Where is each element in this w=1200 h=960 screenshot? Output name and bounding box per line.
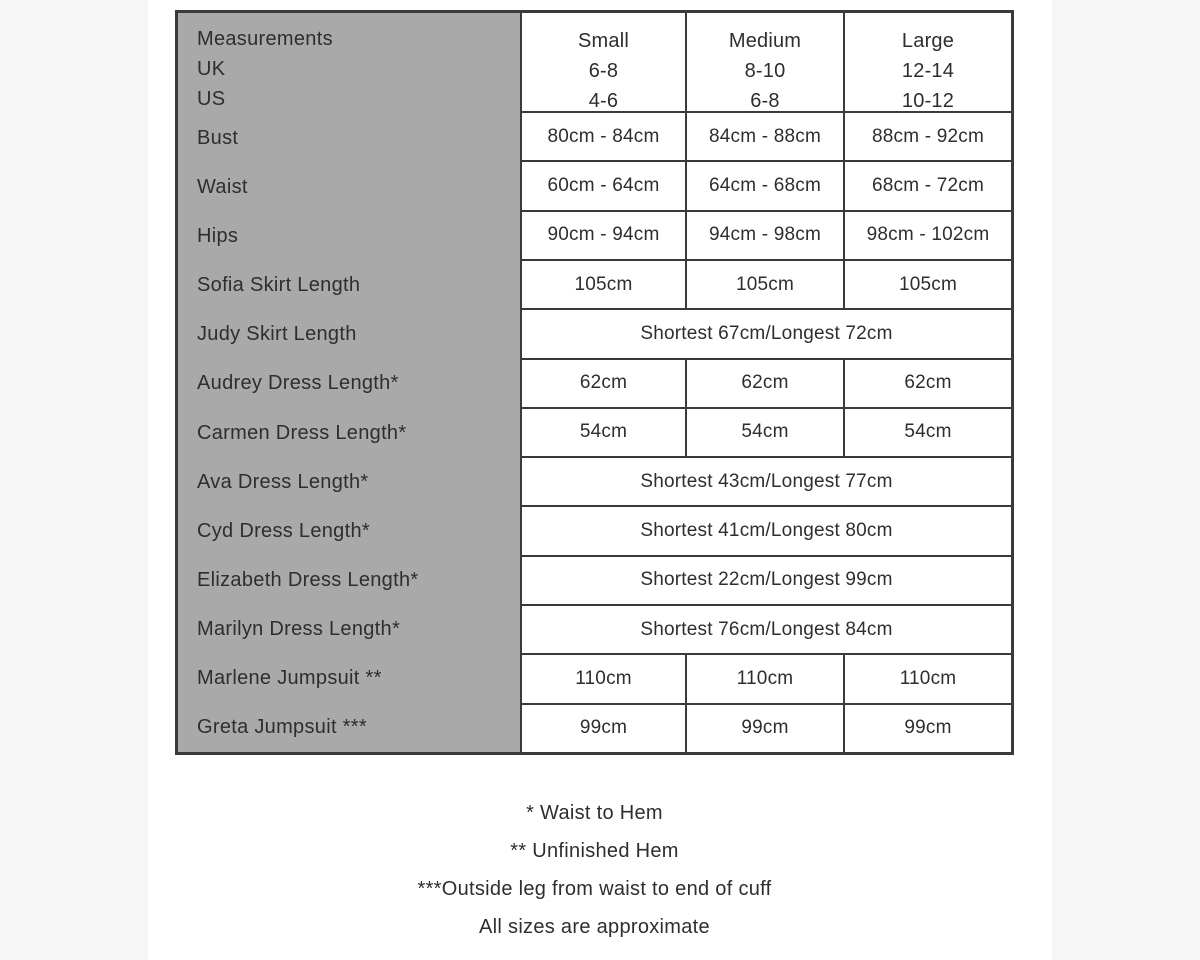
value-cell: 60cm - 64cm [520,160,685,209]
row-label: Greta Jumpsuit *** [197,715,367,738]
row-label: Audrey Dress Length* [197,372,399,395]
measurements-title: Measurements [197,28,333,50]
value-cell: 105cm [520,259,685,308]
header-name-line: Large [901,30,955,52]
value-cell: 110cm [843,653,1011,702]
header-name-line: Medium [728,30,802,52]
value-cell: 98cm - 102cm [843,210,1011,259]
us-label: US [197,88,226,110]
size-column-header [843,13,1011,111]
value-cell: 62cm [685,358,843,407]
uk-label: UK [197,58,226,80]
header-uk-line: 6-8 [588,60,619,82]
size-column-header [520,13,685,111]
value-cell: 64cm - 68cm [685,160,843,209]
footnote-line: ** Unfinished Hem [510,840,679,862]
row-label: Bust [197,127,239,150]
page-left-margin [0,0,148,960]
value-cell: 80cm - 84cm [520,111,685,160]
label-column [178,13,520,752]
footnote-line: All sizes are approximate [479,916,710,938]
value-cell: 54cm [520,407,685,456]
value-cell: 68cm - 72cm [843,160,1011,209]
row-label: Sofia Skirt Length [197,274,361,297]
row-label: Hips [197,225,239,248]
header-us-line: 4-6 [588,90,619,112]
header-us-line: 6-8 [750,90,780,112]
footnote-line: ***Outside leg from waist to end of cuff [417,878,772,900]
header-uk-line: 8-10 [744,60,786,82]
value-cell: 54cm [843,407,1011,456]
footnotes [175,794,1014,946]
header-uk-line: 12-14 [901,60,955,82]
page-right-margin [1052,0,1200,960]
header-name-line: Small [577,30,629,52]
value-cell: 110cm [520,653,685,702]
row-label: Marilyn Dress Length* [197,617,401,640]
value-cell: 105cm [843,259,1011,308]
value-cell: 99cm [685,703,843,752]
value-cell: 99cm [843,703,1011,752]
value-cell: 62cm [520,358,685,407]
size-column-header [685,13,843,111]
row-label: Carmen Dress Length* [197,421,407,444]
row-label: Judy Skirt Length [197,323,357,346]
header-us-line: 10-12 [901,90,955,112]
value-cell: 110cm [685,653,843,702]
size-chart-table [175,10,1014,755]
value-cell: 94cm - 98cm [685,210,843,259]
value-cell: 88cm - 92cm [843,111,1011,160]
value-cell: 90cm - 94cm [520,210,685,259]
span-value-cell: Shortest 22cm/Longest 99cm [520,555,1011,604]
span-value-cell: Shortest 67cm/Longest 72cm [520,308,1011,357]
value-cell: 84cm - 88cm [685,111,843,160]
footnote-line: * Waist to Hem [526,802,663,824]
span-value-cell: Shortest 43cm/Longest 77cm [520,456,1011,505]
span-value-cell: Shortest 76cm/Longest 84cm [520,604,1011,653]
row-label: Cyd Dress Length* [197,519,370,542]
row-label: Waist [197,176,248,199]
span-value-cell: Shortest 41cm/Longest 80cm [520,505,1011,554]
value-cell: 105cm [685,259,843,308]
row-label: Ava Dress Length* [197,470,369,493]
row-label: Marlene Jumpsuit ** [197,666,382,689]
measurements-header [178,13,520,114]
value-cell: 54cm [685,407,843,456]
value-cell: 62cm [843,358,1011,407]
row-label: Elizabeth Dress Length* [197,568,419,591]
value-cell: 99cm [520,703,685,752]
